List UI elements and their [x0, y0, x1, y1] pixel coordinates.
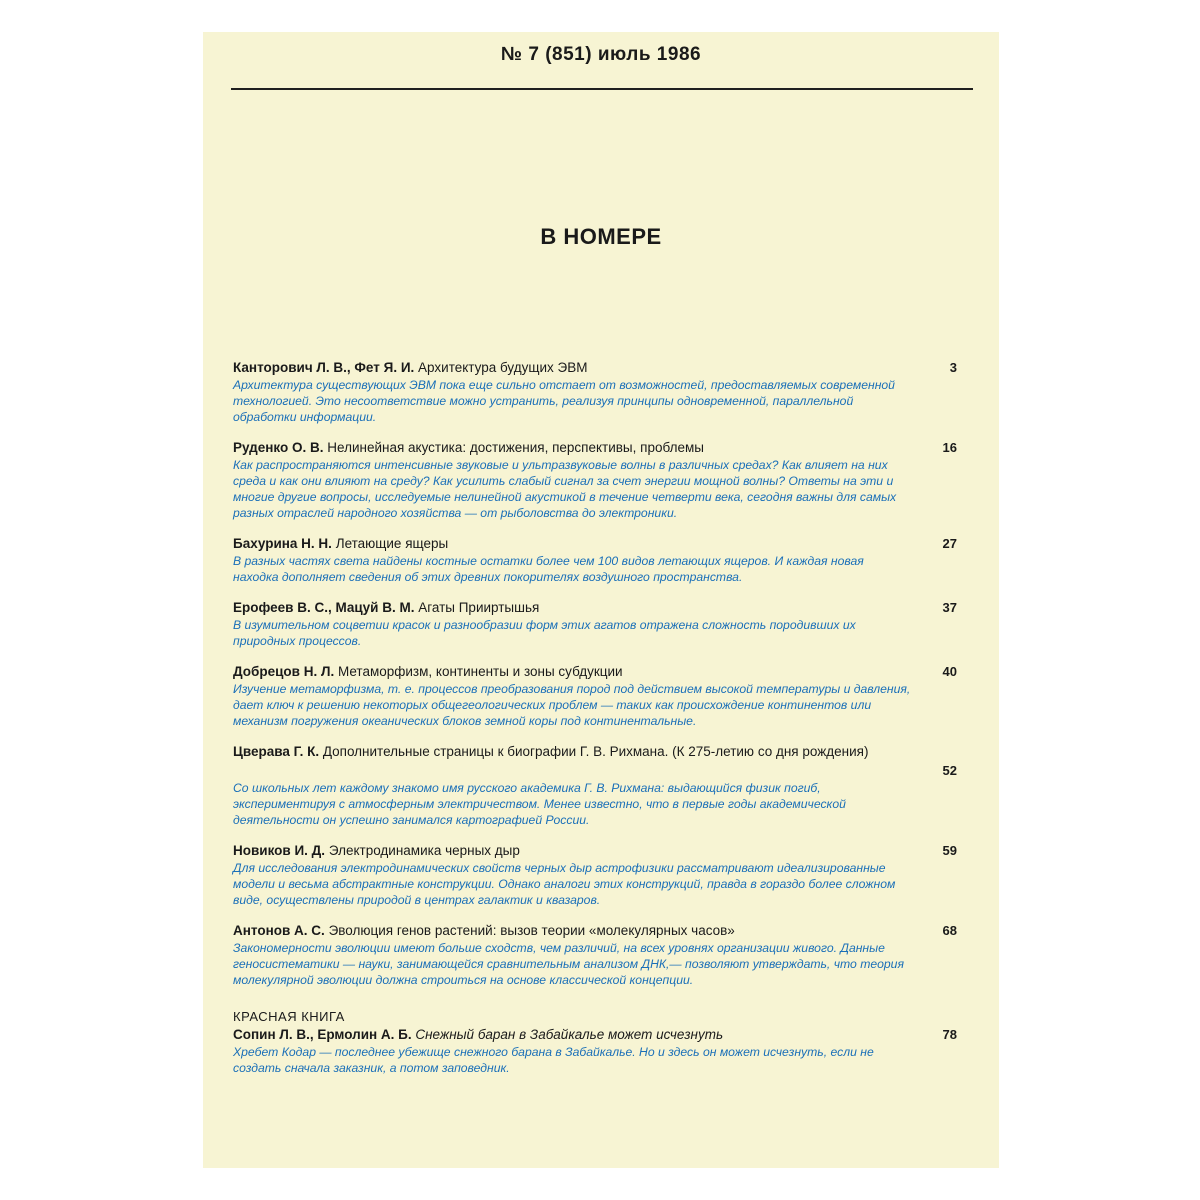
entry-page: 40 — [942, 664, 957, 679]
entry-authors: Антонов А. С. — [233, 923, 325, 938]
toc-entry — [233, 921, 957, 988]
magazine-page — [203, 32, 999, 1168]
toc-entry — [233, 534, 957, 585]
issue-header: № 7 (851) июль 1986 — [500, 44, 702, 65]
entry-summary: В разных частях света найдены костные остатки более чем 100 видов летающих ящеров. И каждая новая находка дополняет сведения об этих древних покорителях воздушного пространства. — [233, 554, 864, 584]
entry-authors: Новиков И. Д. — [233, 843, 326, 858]
toc-entry — [233, 841, 957, 908]
entry-title: Снежный баран в Забайкалье может исчезнуть — [415, 1027, 724, 1042]
entry-summary: Закономерности эволюции имеют больше сходств, чем различий, на всех уровнях организации живого. Данные геносистематики — науки, занимающейся сравнительным анализом ДНК,— позволяют утверждать, что теория молекулярной эволюции должна строиться на основе классической концепции. — [233, 941, 904, 987]
toc-entry — [233, 662, 957, 729]
entry-page: 37 — [942, 600, 957, 615]
header-rule — [231, 88, 973, 90]
entry-page: 27 — [942, 536, 957, 551]
entry-page: 16 — [942, 440, 957, 455]
entry-summary: Хребет Кодар — последнее убежище снежного барана в Забайкалье. Но и здесь он может исчезнуть, если не создать сначала заказник, а потом заповедник. — [233, 1045, 874, 1075]
entry-title: Дополнительные страницы к биографии Г. В. Рихмана. (К 275-летию со дня рождения) — [322, 744, 869, 759]
entry-authors: Цверава Г. К. — [233, 744, 320, 759]
entry-title: Летающие ящеры — [335, 536, 449, 551]
entry-title: Агаты Прииртышья — [418, 600, 540, 615]
entry-authors: Сопин Л. В., Ермолин А. Б. — [233, 1027, 412, 1042]
toc-entry — [233, 1025, 957, 1076]
entry-summary: Изучение метаморфизма, т. е. процессов преобразования пород под действием высокой температуры и давления, дает ключ к решению некоторых общегеологических проблем — таких как происхождение континентов или механизм погружения океанических блоков земной коры под континентальные. — [233, 682, 911, 728]
table-of-contents — [233, 358, 957, 1089]
entry-summary: В изумительном соцветии красок и разнообразии форм этих агатов отражена сложность породивших их природных процессов. — [233, 618, 856, 648]
entry-authors: Канторович Л. В., Фет Я. И. — [233, 360, 415, 375]
toc-entry — [233, 598, 957, 649]
entry-title: Эволюция генов растений: вызов теории «молекулярных часов» — [328, 923, 735, 938]
entry-title: Электродинамика черных дыр — [328, 843, 520, 858]
entry-title: Нелинейная акустика: достижения, перспективы, проблемы — [327, 440, 704, 455]
contents-title: В НОМЕРЕ — [540, 224, 662, 249]
entry-summary: Как распространяются интенсивные звуковые и ультразвуковые волны в различных средах? Как влияет на них среда и как они влияют на среду? Как усилить слабый сигнал за счет энергии мощной волны? Ответы на эти и многие другие вопросы, исследуемые нелинейной акустикой в течение четверти века, сегодня важны для самых разных отраслей народного хозяйства — от рыболовства до электроники. — [233, 458, 897, 520]
toc-entry — [233, 742, 957, 828]
entry-title: Архитектура будущих ЭВМ — [418, 360, 588, 375]
entry-title: Метаморфизм, континенты и зоны субдукции — [337, 664, 623, 679]
entry-authors: Ерофеев В. С., Мацуй В. М. — [233, 600, 415, 615]
entry-page: 52 — [942, 763, 957, 778]
entry-page: 78 — [942, 1027, 957, 1042]
entry-page: 3 — [949, 360, 957, 375]
entry-page: 59 — [942, 843, 957, 858]
entry-page: 68 — [942, 923, 957, 938]
entry-summary: Архитектура существующих ЭВМ пока еще сильно отстает от возможностей, предоставляемых современной технологией. Это несоответствие можно устранить, реализуя принципы одновременной, параллельной обработки информации. — [233, 378, 895, 424]
toc-entry — [233, 438, 957, 521]
entry-summary: Для исследования электродинамических свойств черных дыр астрофизики рассматривают идеализированные модели и весьма абстрактные конструкции. Однако аналоги этих конструкций, правда в гораздо более сложном виде, осуществлены природой в центрах галактик и квазаров. — [233, 861, 896, 907]
entry-authors: Руденко О. В. — [233, 440, 324, 455]
entry-authors: Бахурина Н. Н. — [233, 536, 332, 551]
toc-entry — [233, 358, 957, 425]
entry-summary: Со школьных лет каждому знакомо имя русского академика Г. В. Рихмана: выдающийся физик погиб, экспериментируя с атмосферным электричеством. Менее известно, что в первые годы академической деятельности он успешно занимался картографией России. — [233, 781, 846, 827]
entry-authors: Добрецов Н. Л. — [233, 664, 335, 679]
section-label-red-book: КРАСНАЯ КНИГА — [233, 1009, 345, 1024]
